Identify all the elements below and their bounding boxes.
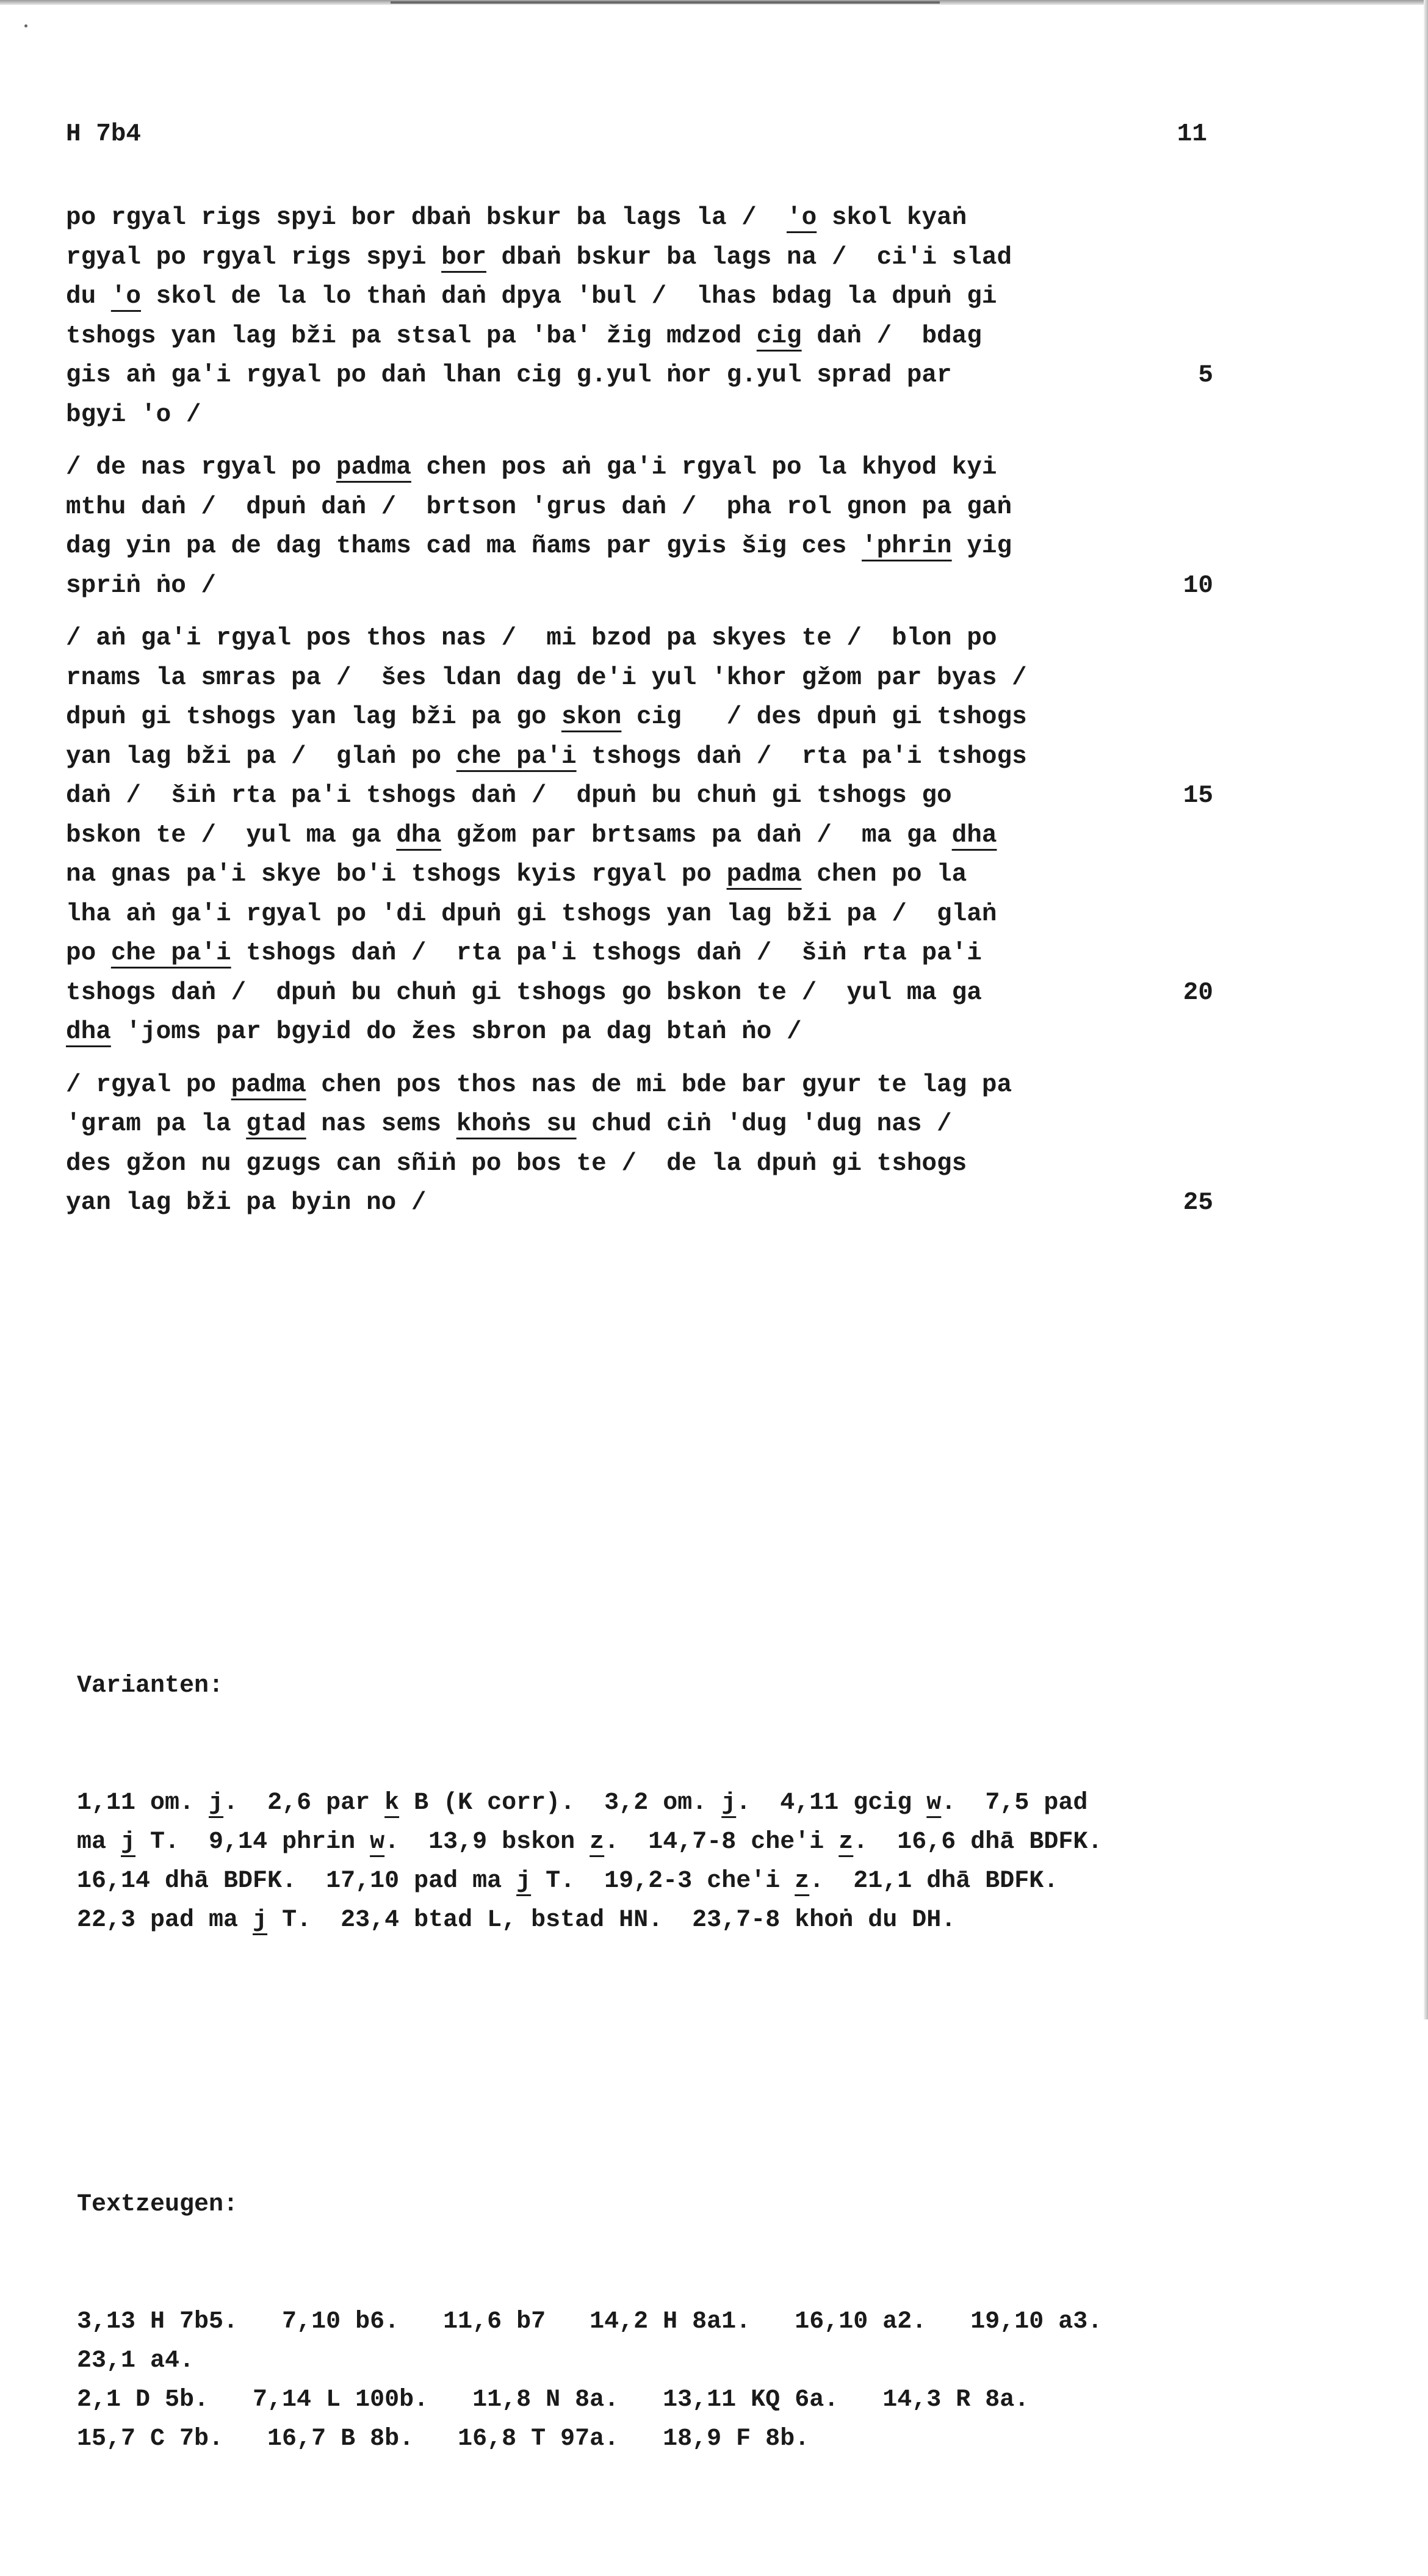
line-text: [66, 737, 1027, 777]
text-segment: gžom par brtsams pa daṅ / ma ga: [441, 821, 952, 850]
text-line: [66, 317, 1213, 356]
line-text: [66, 395, 201, 435]
text-line: [66, 527, 1213, 566]
line-number: 10: [1183, 571, 1213, 600]
underlined-word: j: [721, 1789, 737, 1817]
text-line: [77, 1784, 1230, 1823]
line-text: [77, 1789, 1087, 1817]
underlined-word: 'phrin: [862, 532, 952, 560]
line-text: [66, 238, 1012, 278]
text-segment: tshogs yan lag bži pa stsal pa 'ba' žig mdzod: [66, 322, 757, 350]
text-segment: cig / des dpuṅ gi tshogs: [621, 703, 1027, 731]
text-line: [77, 1823, 1230, 1862]
scan-edge-right: [1424, 0, 1428, 2019]
text-line: [66, 934, 1213, 973]
text-segment: 3,13 H 7b5. 7,10 b6. 11,6 b7 14,2 H 8a1. 16,10 a2. 19,10 a3.: [77, 2308, 1103, 2336]
text-segment: . 21,1 dhā BDFK.: [809, 1867, 1059, 1895]
line-text: [77, 2308, 1102, 2336]
text-line: [77, 1862, 1230, 1901]
text-segment: du: [66, 283, 111, 311]
text-segment: des gžon nu gzugs can sñiṅ po bos te / de la dpuṅ gi tshogs: [66, 1149, 967, 1178]
line-text: [66, 1066, 1012, 1105]
line-text: [66, 658, 1027, 698]
underlined-word: cig: [756, 322, 802, 350]
underlined-word: w: [370, 1828, 385, 1856]
text-line: [66, 1066, 1213, 1105]
line-text: [66, 317, 982, 356]
underlined-word: dha: [66, 1018, 111, 1046]
text-segment: / rgyal po: [66, 1070, 231, 1099]
text-segment: bgyi 'o /: [66, 400, 201, 429]
paragraph: [66, 448, 1213, 605]
line-text: [66, 356, 952, 395]
text-segment: yan lag bži pa byin no /: [66, 1189, 427, 1217]
text-segment: na gnas pa'i skye bo'i tshogs kyis rgyal po: [66, 860, 727, 889]
line-text: [66, 698, 1027, 737]
line-text: [66, 816, 997, 856]
line-number: 5: [1198, 361, 1213, 389]
text-segment: skol de la lo thaṅ daṅ dpya 'bul / lhas bdag la dpuṅ gi: [141, 283, 997, 311]
text-segment: dpuṅ gi tshogs yan lag bži pa go: [66, 703, 561, 731]
underlined-word: j: [121, 1828, 136, 1856]
text-segment: tshogs daṅ / rta pa'i tshogs daṅ / šiṅ rta pa'i: [231, 939, 982, 967]
line-text: [66, 1183, 427, 1223]
text-segment: chen pos aṅ ga'i rgyal po la khyod kyi: [411, 453, 997, 482]
text-segment: . 4,11 gcig: [736, 1789, 927, 1817]
underlined-word: padma: [231, 1070, 306, 1099]
underlined-word: j: [253, 1907, 268, 1934]
text-segment: skol kyaṅ: [817, 204, 967, 232]
text-line: [66, 277, 1213, 317]
line-text: [66, 566, 216, 606]
page-header: [66, 120, 1207, 159]
text-line: [66, 1183, 1213, 1223]
underlined-word: padma: [726, 860, 802, 889]
text-segment: 'gram pa la: [66, 1110, 247, 1138]
text-segment: 15,7 C 7b. 16,7 B 8b. 16,8 T 97a. 18,9 F 8b.: [77, 2425, 810, 2453]
text-segment: dag yin pa de dag thams cad ma ñams par gyis šig ces: [66, 532, 862, 560]
text-line: [66, 448, 1213, 488]
text-segment: mthu daṅ / dpuṅ daṅ / brtson 'grus daṅ / pha rol gnon pa gaṅ: [66, 492, 1012, 521]
page-number: 11: [1177, 120, 1207, 148]
underlined-word: gtad: [246, 1110, 306, 1138]
underlined-word: khoṅs su: [456, 1110, 577, 1138]
text-segment: T. 9,14 phrin: [135, 1828, 370, 1856]
edited-text: [66, 198, 1213, 1223]
manuscript-siglum: H 7b4: [66, 120, 142, 148]
scan-edge-mark: [391, 1, 940, 4]
underlined-word: padma: [336, 453, 411, 482]
underlined-word: che pa'i: [456, 742, 577, 771]
text-line: [66, 395, 1213, 435]
line-text: [66, 895, 997, 934]
line-text: [77, 2386, 1029, 2414]
text-segment: lha aṅ ga'i rgyal po 'di dpuṅ gi tshogs yan lag bži pa / glaṅ: [66, 900, 997, 928]
text-segment: tshogs daṅ / dpuṅ bu chuṅ gi tshogs go bskon te / yul ma ga: [66, 978, 982, 1007]
line-text: [66, 488, 1012, 527]
text-line: [66, 895, 1213, 934]
text-segment: 2,1 D 5b. 7,14 L 100b. 11,8 N 8a. 13,11 KQ 6a. 14,3 R 8a.: [77, 2386, 1030, 2414]
underlined-word: dha: [951, 821, 997, 850]
line-text: [77, 1907, 956, 1934]
text-segment: po: [66, 939, 111, 967]
line-text: [66, 776, 952, 816]
text-segment: 23,1 a4.: [77, 2347, 195, 2375]
text-line: [66, 1105, 1213, 1144]
text-line: [66, 737, 1213, 777]
text-line: [66, 1012, 1213, 1052]
text-segment: yig: [951, 532, 1012, 560]
text-segment: . 14,7-8 che'i: [604, 1828, 839, 1856]
text-segment: / aṅ ga'i rgyal pos thos nas / mi bzod pa skyes te / blon po: [66, 624, 997, 652]
text-segment: 16,14 dhā BDFK. 17,10 pad ma: [77, 1867, 517, 1895]
text-line: [77, 2303, 1230, 2342]
apparatus: [77, 1510, 1230, 2576]
underlined-word: j: [516, 1867, 532, 1895]
underlined-word: z: [795, 1867, 810, 1895]
text-segment: . 16,6 dhā BDFK.: [853, 1828, 1103, 1856]
text-line: [66, 973, 1213, 1013]
text-segment: yan lag bži pa / glaṅ po: [66, 742, 456, 771]
paragraph: [66, 619, 1213, 1052]
text-segment: . 2,6 par: [223, 1789, 385, 1817]
line-number: 25: [1183, 1189, 1213, 1217]
line-text: [77, 1828, 1102, 1856]
line-text: [66, 277, 997, 317]
line-text: [77, 1867, 1058, 1895]
text-line: [66, 619, 1213, 658]
text-line: [66, 198, 1213, 238]
text-line: [66, 816, 1213, 856]
line-text: [77, 2347, 194, 2375]
text-segment: chen pos thos nas de mi bde bar gyur te lag pa: [306, 1070, 1012, 1099]
variants-heading: Varianten:: [77, 1672, 224, 1700]
text-segment: nas sems: [306, 1110, 456, 1138]
text-segment: tshogs daṅ / rta pa'i tshogs: [576, 742, 1027, 771]
underlined-word: z: [590, 1828, 605, 1856]
scan-speck: [24, 24, 27, 27]
text-segment: . 7,5 pad: [941, 1789, 1088, 1817]
text-segment: daṅ / šiṅ rta pa'i tshogs daṅ / dpuṅ bu chuṅ gi tshogs go: [66, 782, 952, 810]
line-number: 20: [1183, 978, 1213, 1007]
text-segment: 1,11 om.: [77, 1789, 209, 1817]
underlined-word: w: [926, 1789, 942, 1817]
text-segment: rgyal po rgyal rigs spyi: [66, 243, 442, 272]
text-line: [66, 658, 1213, 698]
line-text: [66, 1105, 952, 1144]
variants-lines: [77, 1784, 1230, 1940]
text-line: [66, 488, 1213, 527]
text-line: [66, 238, 1213, 278]
text-segment: 22,3 pad ma: [77, 1907, 253, 1934]
line-text: [66, 934, 982, 973]
text-line: [66, 356, 1213, 395]
text-line: [77, 1901, 1230, 1940]
text-segment: ma: [77, 1828, 121, 1856]
line-text: [66, 527, 1012, 566]
underlined-word: k: [384, 1789, 400, 1817]
text-segment: rnams la smras pa / šes ldan dag de'i yul 'khor gžom par byas /: [66, 663, 1027, 692]
text-line: [77, 2420, 1230, 2459]
text-segment: spriṅ ṅo /: [66, 571, 217, 600]
text-line: [66, 566, 1213, 606]
text-segment: chen po la: [801, 860, 967, 889]
text-line: [66, 1144, 1213, 1184]
text-segment: bskon te / yul ma ga: [66, 821, 397, 850]
paragraph: [66, 198, 1213, 435]
text-line: [66, 776, 1213, 816]
text-line: [77, 2342, 1230, 2381]
witnesses-section: [77, 2107, 1230, 2537]
text-segment: chud ciṅ 'dug 'dug nas /: [576, 1110, 952, 1138]
line-text: [66, 1144, 967, 1184]
paragraph: [66, 1066, 1213, 1223]
line-text: [66, 973, 982, 1013]
text-segment: B (K corr). 3,2 om.: [399, 1789, 722, 1817]
underlined-word: skon: [561, 703, 622, 731]
underlined-word: 'o: [110, 283, 142, 311]
underlined-word: dha: [396, 821, 442, 850]
witness-lines: [77, 2303, 1230, 2459]
underlined-word: j: [209, 1789, 224, 1817]
line-text: [66, 198, 967, 238]
line-number: 15: [1183, 782, 1213, 810]
text-line: [66, 698, 1213, 737]
text-line: [66, 855, 1213, 895]
underlined-word: bor: [441, 243, 486, 272]
text-segment: daṅ / bdag: [801, 322, 982, 350]
text-segment: dbaṅ bskur ba lags na / ci'i slad: [486, 243, 1012, 272]
underlined-word: z: [838, 1828, 854, 1856]
witnesses-heading: Textzeugen:: [77, 2191, 239, 2218]
text-line: [77, 2381, 1230, 2420]
line-text: [77, 2425, 809, 2453]
text-segment: gis aṅ ga'i rgyal po daṅ lhan cig g.yul ṅor g.yul sprad par: [66, 361, 952, 389]
text-segment: 'joms par bgyid do žes sbron pa dag btaṅ ṅo /: [110, 1018, 802, 1046]
line-text: [66, 855, 967, 895]
line-text: [66, 448, 997, 488]
line-text: [66, 619, 997, 658]
variants-section: [77, 1589, 1230, 2018]
underlined-word: che pa'i: [110, 939, 231, 967]
text-segment: . 13,9 bskon: [384, 1828, 590, 1856]
line-text: [66, 1012, 802, 1052]
text-segment: po rgyal rigs spyi bor dbaṅ bskur ba lags la /: [66, 204, 787, 232]
underlined-word: 'o: [787, 204, 817, 232]
text-segment: T. 23,4 btad L, bstad HN. 23,7-8 khoṅ du DH.: [267, 1907, 956, 1934]
text-segment: T. 19,2-3 che'i: [531, 1867, 795, 1895]
text-segment: / de nas rgyal po: [66, 453, 336, 482]
